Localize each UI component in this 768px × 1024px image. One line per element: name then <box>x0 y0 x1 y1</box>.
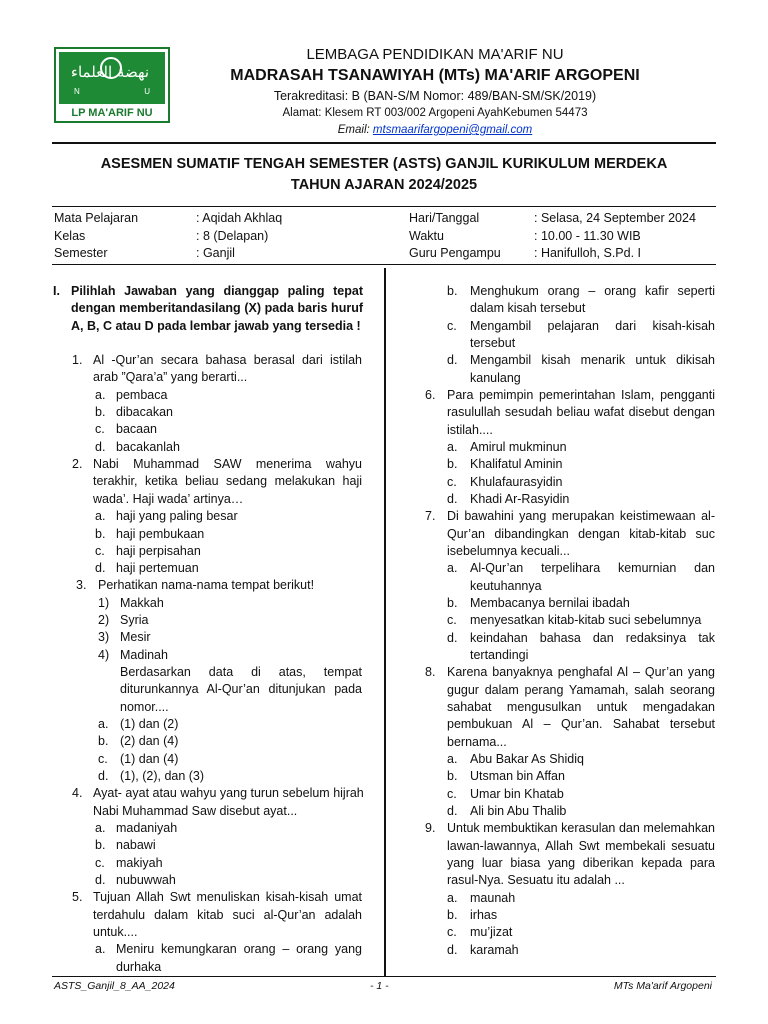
option-text: (1) dan (4) <box>120 752 179 766</box>
option-text: dalam kisah tersebut <box>470 301 586 315</box>
question-number: 3. <box>76 578 87 592</box>
question-text: nomor.... <box>120 700 169 714</box>
footer-divider <box>52 976 716 977</box>
question-text: Tujuan Allah Swt menuliskan kisah-kisah umat <box>93 890 362 904</box>
question-text: istilah.... <box>447 423 493 437</box>
option-letter: b. <box>447 596 458 610</box>
question-text: rasulullah sesudah beliau wafat disebut dengan <box>447 405 715 419</box>
option-letter: d. <box>447 492 458 506</box>
question-text: Ayat- ayat atau wahyu yang turun sebelum hijrah <box>93 786 364 800</box>
question-text: terdahulu dalam kitab suci al-Qur’an adalah <box>93 908 362 922</box>
instruction-line: A, B, C atau D pada lembar jawab yang tersedia ! <box>71 319 361 333</box>
option-letter: b. <box>95 838 106 852</box>
question-number: 9. <box>425 821 436 835</box>
question-number: 5. <box>72 890 83 904</box>
header-divider <box>52 142 716 144</box>
page-number: - 1 - <box>370 980 389 992</box>
question-text: untuk.... <box>93 925 138 939</box>
option-letter: a. <box>447 440 458 454</box>
question-text: bernama... <box>447 735 507 749</box>
column-divider <box>384 268 386 976</box>
option-text: Meniru kemungkaran orang – orang yang <box>116 942 362 956</box>
option-letter: a. <box>447 891 458 905</box>
info-value: : Aqidah Akhlaq <box>196 211 283 225</box>
option-text: Mengambil pelajaran dari kisah-kisah <box>470 319 715 333</box>
option-text: tertandingi <box>470 648 529 662</box>
place-name: Makkah <box>120 596 164 610</box>
address: Alamat: Klesem RT 003/002 Argopeni AyahKebumen 54473 <box>282 107 588 119</box>
option-letter: a. <box>95 388 106 402</box>
option-letter: c. <box>447 925 457 939</box>
option-text: haji pembukaan <box>116 527 205 541</box>
option-letter: c. <box>95 856 105 870</box>
question-text: terakhir, ketika beliau sedang melakukan haji <box>93 474 362 488</box>
option-text: (1) dan (2) <box>120 717 179 731</box>
question-text: diturunkannya Al-Qur’an ditunjukan pada <box>120 682 362 696</box>
info-label: Hari/Tanggal <box>409 211 480 225</box>
option-letter: a. <box>95 942 106 956</box>
option-text: makiyah <box>116 856 163 870</box>
option-letter: a. <box>447 561 458 575</box>
info-label: Mata Pelajaran <box>54 211 139 225</box>
accreditation: Terakreditasi: B (BAN-S/M Nomor: 489/BAN-SM/SK/2019) <box>273 89 597 103</box>
question-text: gugur dalam perang Yamamah, salah seorang <box>447 683 715 697</box>
info-value: : 10.00 - 11.30 WIB <box>534 229 641 243</box>
question-text: Untuk membuktikan kerasulan dan melemahkan <box>447 821 715 835</box>
option-letter: d. <box>447 804 458 818</box>
option-text: Al-Qur’an terpelihara kemurnian dan <box>470 561 715 575</box>
question-text: Al -Qur’an secara bahasa berasal dari istilah <box>93 353 362 367</box>
place-name: Mesir <box>120 630 151 644</box>
place-name: Madinah <box>120 648 168 662</box>
institution-name: LEMBAGA PENDIDIKAN MA'ARIF NU <box>306 46 564 63</box>
exam-title: ASESMEN SUMATIF TENGAH SEMESTER (ASTS) GANJIL KURIKULUM MERDEKA <box>100 156 668 172</box>
instruction-number: I. <box>53 284 60 298</box>
option-letter: c. <box>98 752 108 766</box>
option-text: haji pertemuan <box>116 561 199 575</box>
option-letter: d. <box>95 440 106 454</box>
info-value: : Ganjil <box>196 246 235 260</box>
school-name: MADRASAH TSANAWIYAH (MTs) MA'ARIF ARGOPENI <box>230 67 640 84</box>
place-number: 3) <box>98 630 110 644</box>
option-text: bacaan <box>116 422 158 436</box>
question-number: 6. <box>425 388 436 402</box>
exam-year: TAHUN AJARAN 2024/2025 <box>290 177 478 193</box>
option-letter: b. <box>447 769 458 783</box>
question-text: Karena banyaknya penghafal Al – Qur’an yang <box>447 665 715 679</box>
option-text: Utsman bin Affan <box>470 769 565 783</box>
option-text: Khalifatul Aminin <box>470 457 563 471</box>
option-text: Khadi Ar-Rasyidin <box>470 492 570 506</box>
globe-icon <box>100 57 122 79</box>
option-letter: b. <box>95 527 106 541</box>
question-text: Di bawahini yang merupakan keistimewaan al- <box>447 509 715 523</box>
option-text: Abu Bakar As Shidiq <box>470 752 584 766</box>
question-text: Berdasarkan data di atas, tempat <box>120 665 362 679</box>
question-text: wada’. Haji wada’ artinya… <box>93 492 244 506</box>
option-text: bacakanlah <box>116 440 180 454</box>
option-letter: d. <box>447 353 458 367</box>
option-letter: c. <box>447 613 457 627</box>
option-letter: a. <box>447 752 458 766</box>
option-text: madaniyah <box>116 821 178 835</box>
option-text: nubuwwah <box>116 873 176 887</box>
option-text: dibacakan <box>116 405 173 419</box>
email-label: Email: <box>337 124 370 136</box>
question-number: 1. <box>72 353 83 367</box>
question-text: Nabi Muhammad Saw disebut ayat... <box>93 804 298 818</box>
question-text: rasul-Nya. Sesuatu itu adalah ... <box>447 873 625 887</box>
option-letter: d. <box>447 631 458 645</box>
option-text: Membacanya bernilai ibadah <box>470 596 630 610</box>
option-text: Menghukum orang – orang kafir seperti <box>470 284 715 298</box>
question-text: Perhatikan nama-nama tempat berikut! <box>98 578 315 592</box>
option-text: maunah <box>470 891 516 905</box>
option-text: irhas <box>470 908 498 922</box>
info-value: : 8 (Delapan) <box>196 229 269 243</box>
question-text: isebelumnya kecuali... <box>447 544 570 558</box>
option-letter: d. <box>95 873 106 887</box>
logo-caption: LP MA'ARIF NU <box>71 107 153 119</box>
option-text: (1), (2), dan (3) <box>120 769 205 783</box>
option-text: pembaca <box>116 388 168 402</box>
option-letter: a. <box>98 717 109 731</box>
option-letter: a. <box>95 821 106 835</box>
instruction-line: Pilihlah Jawaban yang dianggap paling tepat <box>71 284 363 298</box>
question-number: 2. <box>72 457 83 471</box>
place-number: 1) <box>98 596 110 610</box>
option-letter: c. <box>447 787 457 801</box>
option-letter: b. <box>447 908 458 922</box>
info-top-divider <box>52 206 716 207</box>
option-text: keutuhannya <box>470 579 542 593</box>
option-text: Umar bin Khatab <box>470 787 564 801</box>
option-letter: d. <box>447 943 458 957</box>
question-text: pembukuan Al – Qur’an. Sahabat tersebut <box>447 717 715 731</box>
question-text: sahabat mengusulkan untuk mengadakan <box>447 700 715 714</box>
option-letter: c. <box>95 544 105 558</box>
info-bottom-divider <box>52 264 716 265</box>
question-text: lawan-lawannya, Allah Swt membekali sesuatu <box>447 839 715 853</box>
option-text: haji yang paling besar <box>116 509 238 523</box>
option-text: Amirul mukminun <box>470 440 567 454</box>
option-text: tersebut <box>470 336 516 350</box>
info-value: : Hanifulloh, S.Pd. I <box>534 246 642 260</box>
option-text: haji perpisahan <box>116 544 201 558</box>
option-text: keindahan bahasa dan redaksinya tak <box>470 631 715 645</box>
option-text: kanulang <box>470 371 521 385</box>
email-line <box>200 124 670 136</box>
option-letter: c. <box>95 422 105 436</box>
option-letter: a. <box>95 509 106 523</box>
instruction-line: dengan memberitandasilang (X) pada baris huruf <box>71 301 363 315</box>
place-number: 4) <box>98 648 110 662</box>
question-text: Qur’an dibandingkan dengan kitab-kitab suc <box>447 527 715 541</box>
question-number: 8. <box>425 665 436 679</box>
option-text: Ali bin Abu Thalib <box>470 804 567 818</box>
info-label: Waktu <box>409 229 444 243</box>
option-text: mu’jizat <box>470 925 513 939</box>
question-text: Para pemimpin pemerintahan Islam, pengganti <box>447 388 715 402</box>
option-text: menyesatkan kitab-kitab suci sebelumnya <box>470 613 702 627</box>
footer-school: MTs Ma'arif Argopeni <box>613 980 712 992</box>
question-number: 7. <box>425 509 436 523</box>
option-text: karamah <box>470 943 519 957</box>
place-name: Syria <box>120 613 149 627</box>
option-text: Khulafaurasyidin <box>470 475 563 489</box>
school-logo <box>54 47 170 123</box>
option-letter: b. <box>447 457 458 471</box>
info-label: Guru Pengampu <box>409 246 501 260</box>
logo-nu-letters: N U <box>74 87 150 96</box>
option-letter: d. <box>98 769 109 783</box>
email-link[interactable]: mtsmaarifargopeni@gmail.com <box>372 124 533 136</box>
option-letter: c. <box>447 475 457 489</box>
option-letter: d. <box>95 561 106 575</box>
option-text: durhaka <box>116 960 162 974</box>
info-label: Semester <box>54 246 108 260</box>
logo-arabic-text: ﻧﻬﻀﺔ ﺍﻟﻌﻠﻤﺎﺀ <box>70 63 150 81</box>
option-text: (2) dan (4) <box>120 734 179 748</box>
option-letter: b. <box>98 734 109 748</box>
option-text: nabawi <box>116 838 156 852</box>
option-letter: c. <box>447 319 457 333</box>
question-text: arab ”Qara’a” yang berarti... <box>93 370 248 384</box>
option-letter: b. <box>447 284 458 298</box>
info-label: Kelas <box>54 229 86 243</box>
info-value: : Selasa, 24 September 2024 <box>534 211 696 225</box>
question-text: yang luar biasa yang diberikan kepada para <box>447 856 715 870</box>
question-number: 4. <box>72 786 83 800</box>
place-number: 2) <box>98 613 110 627</box>
option-letter: b. <box>95 405 106 419</box>
footer-code: ASTS_Ganjil_8_AA_2024 <box>54 980 175 992</box>
option-text: Mengambil kisah menarik untuk dikisah <box>470 353 715 367</box>
question-text: Nabi Muhammad SAW menerima wahyu <box>93 457 362 471</box>
